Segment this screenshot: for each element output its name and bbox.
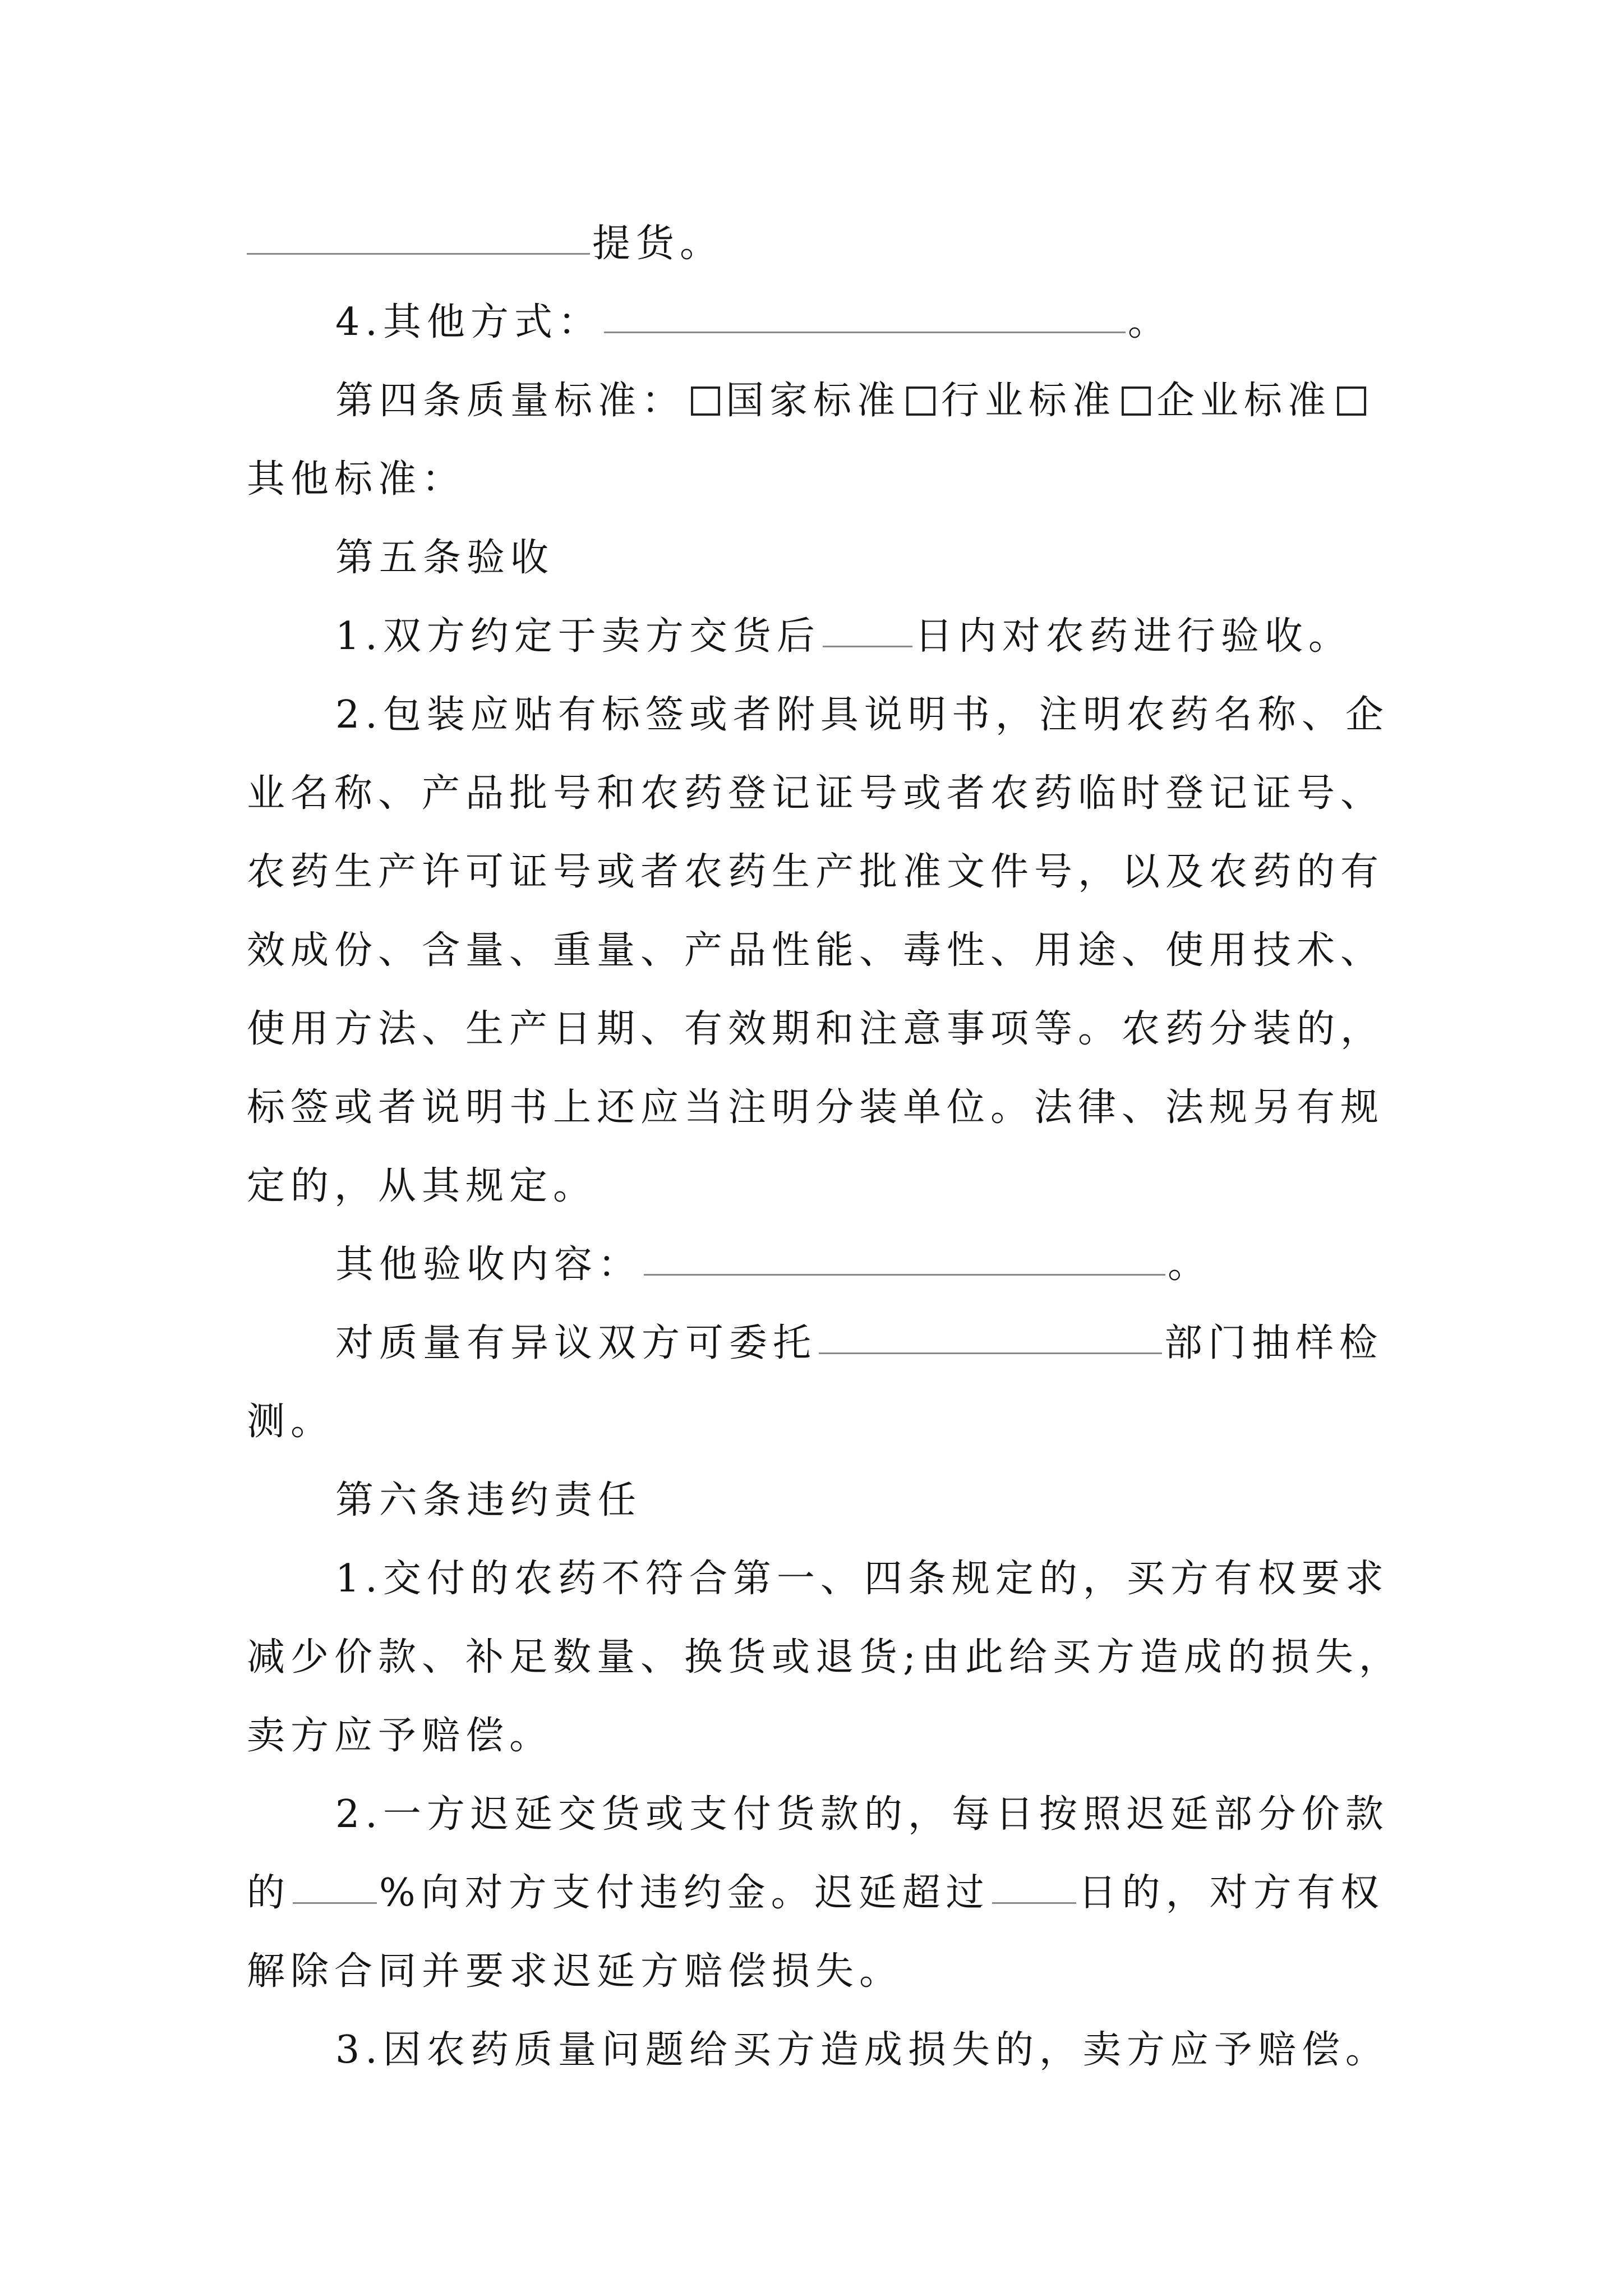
text-segment: 4.其他方式： [335,300,602,344]
text-segment: 第六条违约责任 [335,1478,642,1522]
text-segment: 日内对农药进行验收。 [914,614,1352,659]
text-line [247,1697,553,1775]
text-line [335,283,1172,362]
text-line [247,912,1384,990]
text-segment: 减少价款、补足数量、换货或退货;由此给买方造成的损失， [247,1635,1403,1680]
checkbox[interactable] [906,386,935,416]
text-segment: 部门抽样检 [1164,1321,1384,1365]
checkbox-label: 行业标准 [941,379,1117,423]
checkbox-label: 企业标准 [1156,379,1332,423]
text-line [335,597,1352,676]
fill-blank[interactable] [819,1304,1162,1354]
section-heading [335,1461,642,1540]
text-line [247,1147,597,1226]
text-line [247,754,1384,833]
text-segment: 1.交付的农药不符合第一、四条规定的，买方有权要求 [335,1557,1389,1601]
checkbox-label: 国家标准 [726,379,901,423]
checkbox[interactable] [1122,386,1151,416]
text-segment: 卖方应予赔偿。 [247,1714,554,1758]
text-segment: 对质量有异议双方可委托 [335,1321,817,1365]
fill-blank[interactable] [247,205,590,255]
text-line [335,1226,1211,1304]
fill-blank[interactable] [604,283,1126,333]
text-line [247,1618,1403,1697]
text-line [335,2011,1389,2090]
text-segment: 。 [1127,300,1172,344]
fill-blank[interactable] [293,1854,377,1904]
fill-blank[interactable] [644,1226,1165,1276]
text-segment: 效成份、含量、重量、产品性能、毒性、用途、使用技术、 [247,928,1385,973]
text-segment: %向对方支付违约金。迟延超过 [379,1871,990,1915]
text-segment: 使用方法、生产日期、有效期和注意事项等。农药分装的， [247,1007,1385,1051]
text-line [335,676,1389,754]
text-segment: 标签或者说明书上还应当注明分装单位。法律、法规另有规 [247,1085,1385,1130]
text-segment: 测。 [247,1400,335,1444]
text-line [247,440,465,519]
text-line [247,1854,1385,1932]
text-segment: 的 [247,1871,291,1915]
text-segment: 解除合同并要求迟延方赔偿损失。 [247,1949,903,1994]
text-line [247,1932,903,2011]
text-segment: 。 [1168,1243,1212,1287]
text-line [247,1383,334,1461]
fill-blank[interactable] [992,1854,1076,1904]
text-segment: 定的，从其规定。 [247,1164,597,1208]
text-segment: 3.因农药质量问题给买方造成损失的，卖方应予赔偿。 [335,2028,1389,2072]
text-segment: 业名称、产品批号和农药登记证号或者农药临时登记证号、 [247,771,1385,816]
text-line [247,1069,1384,1147]
checkbox[interactable] [691,386,720,416]
text-line [247,205,723,283]
text-segment: 农药生产许可证号或者农药生产批准文件号，以及农药的有 [247,850,1385,894]
section-heading [335,519,554,597]
fill-blank[interactable] [823,597,912,647]
text-segment: 其他验收内容： [335,1243,642,1287]
text-line [335,1775,1389,1854]
text-segment: 第四条质量标准： [335,379,686,423]
text-line [247,833,1384,912]
text-segment: 1.双方约定于卖方交货后 [335,614,820,659]
text-line [335,1540,1389,1618]
text-segment: 其他标准： [247,457,466,501]
text-segment: 日的，对方有权 [1078,1871,1385,1915]
text-segment: 提货。 [592,222,724,266]
text-line [335,1304,1383,1383]
checkbox[interactable] [1337,386,1366,416]
text-segment: 2.一方迟延交货或支付货款的，每日按照迟延部分价款 [335,1792,1389,1837]
text-line [247,990,1384,1069]
text-line [335,362,1372,440]
text-segment: 2.包装应贴有标签或者附具说明书，注明农药名称、企 [335,693,1389,737]
text-segment: 第五条验收 [335,536,555,580]
